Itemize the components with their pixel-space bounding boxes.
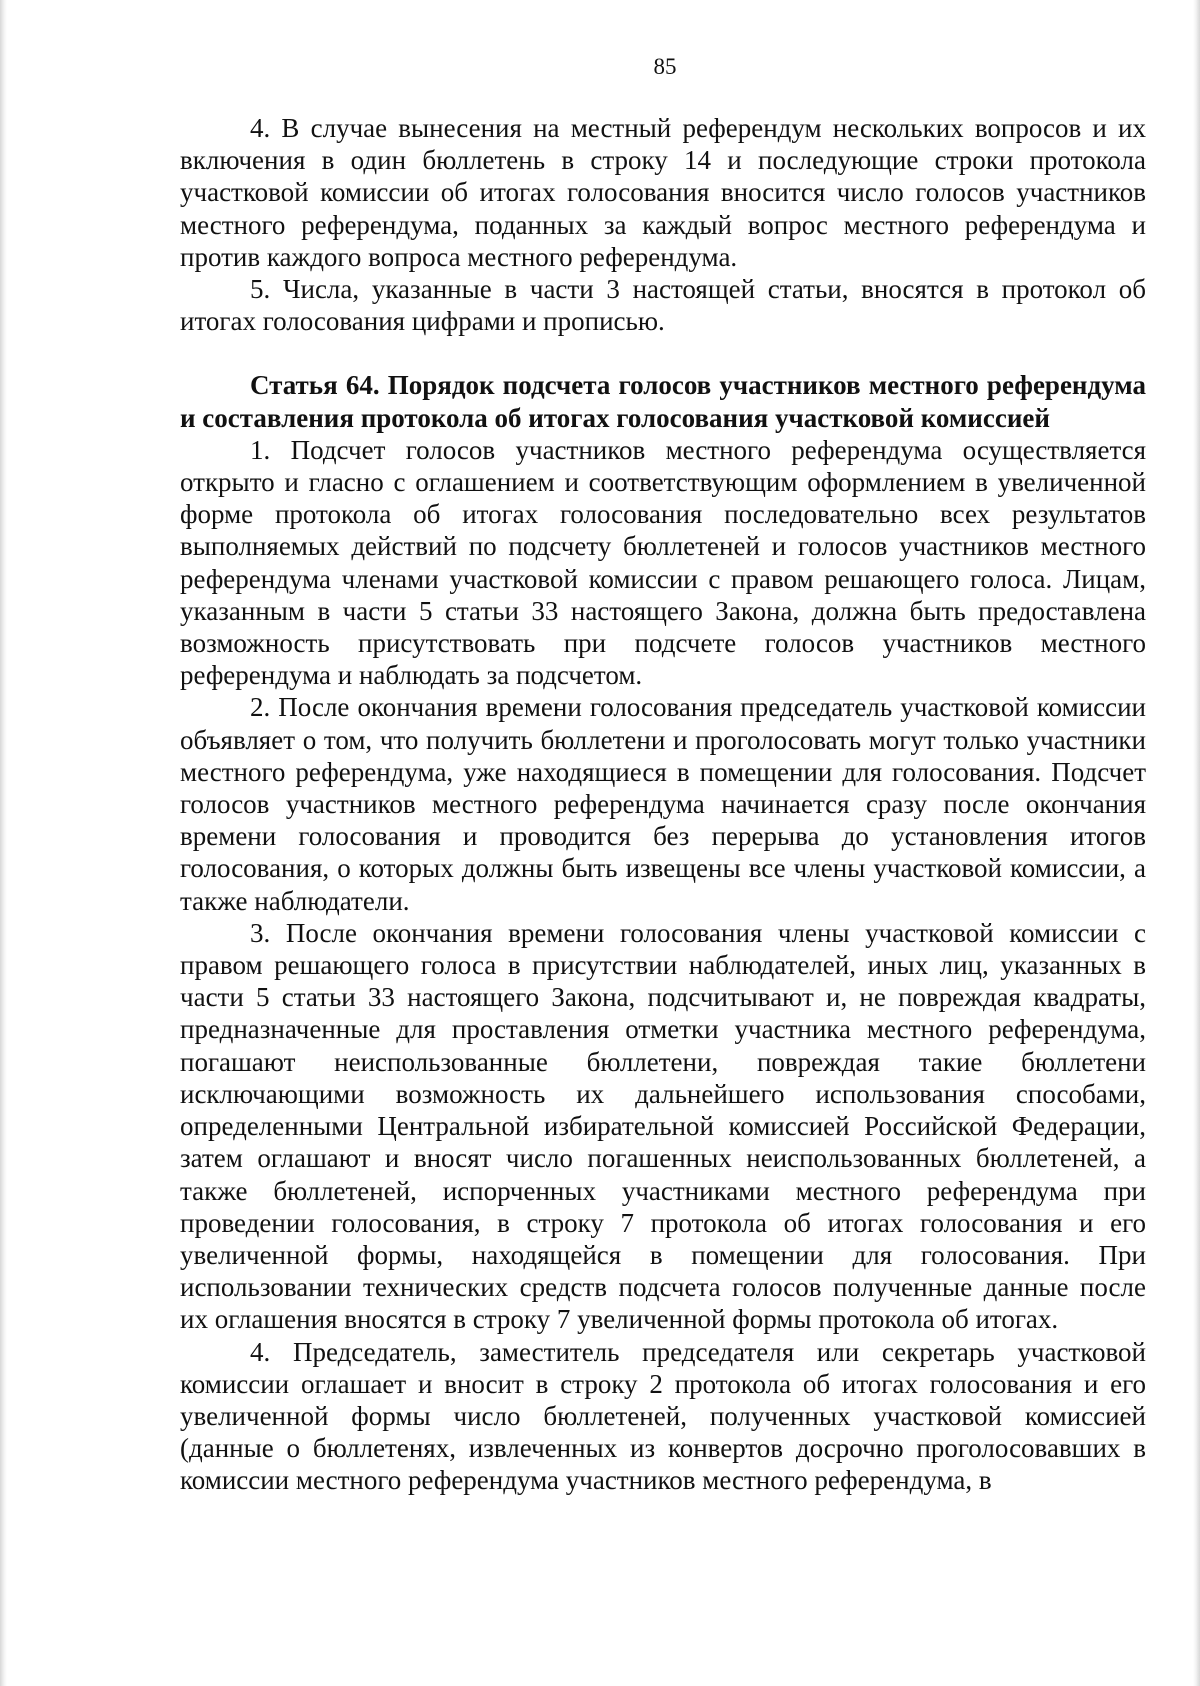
page-number: 85 [653, 54, 677, 79]
paragraph-item-4: 4. В случае вынесения на местный референдум нескольких вопросов и их включения в один бюллетень в строку 14 и последующие строки протокола участковой комиссии об итогах голосования вносится число голосов участников местного референдума, поданных за каждый вопрос местного референдума и против каждого вопроса местного референдума. [180, 113, 1146, 272]
scan-edge-left [0, 0, 7, 1686]
article-paragraph-2: 2. После окончания времени голосования председатель участковой комиссии объявляет о том, что получить бюллетени и проголосовать могут только участники местного референдума, уже находящиеся в помещении для голосования. Подсчет голосов участников местного референдума начинается сразу после окончания времени голосования и проводится без перерыва до установления итогов голосования, о которых должны быть извещены все члены участковой комиссии, а также наблюдатели. [180, 692, 1146, 916]
article-paragraph-1: 1. Подсчет голосов участников местного референдума осуществляется открыто и гласно с оглашением и соответствующим оформлением в увеличенной форме протокола об итогах голосования последовательно всех результатов выполняемых действий по подсчету бюллетеней и голосов участников местного референдума членами участковой комиссии с правом решающего голоса. Лицам, указанным в части 5 статьи 33 настоящего Закона, должна быть предоставлена возможность присутствовать при подсчете голосов участников местного референдума и наблюдать за подсчетом. [180, 434, 1146, 691]
scan-edge-right [1193, 0, 1200, 1686]
article-heading: Статья 64. Порядок подсчета голосов участников местного референдума и составления протокола об итогах голосования участковой комиссией [180, 370, 1146, 433]
article-paragraph-4: 4. Председатель, заместитель председателя или секретарь участковой комиссии оглашает и вносит в строку 2 протокола об итогах голосования и его увеличенной формы число бюллетеней, полученных участковой комиссией (данные о бюллетенях, извлеченных из конвертов досрочно проголосовавших в комиссии местного референдума участников местного референдума, в [180, 1336, 1146, 1496]
article-paragraph-3: 3. После окончания времени голосования члены участковой комиссии с правом решающего голоса в присутствии наблюдателей, иных лиц, указанных в части 5 статьи 33 настоящего Закона, подсчитывают и, не повреждая квадраты, предназначенные для проставления отметки участника местного референдума, погашают неиспользованные бюллетени, повреждая такие бюллетени исключающими возможность их дальнейшего использования способами, определенными Центральной избирательной комиссией Российской Федерации, затем оглашают и вносят число погашенных неиспользованных бюллетеней, а также бюллетеней, испорченных участниками местного референдума при проведении голосования, в строку 7 протокола об итогах голосования и его увеличенной формы, находящейся в помещении для голосования. При использовании технических средств подсчета голосов полученные данные после их оглашения вносятся в строку 7 увеличенной формы протокола об итогах. [180, 917, 1146, 1335]
document-body [180, 112, 1146, 1497]
paragraph-item-5: 5. Числа, указанные в части 3 настоящей статьи, вносятся в протокол об итогах голосования цифрами и прописью. [180, 274, 1146, 337]
